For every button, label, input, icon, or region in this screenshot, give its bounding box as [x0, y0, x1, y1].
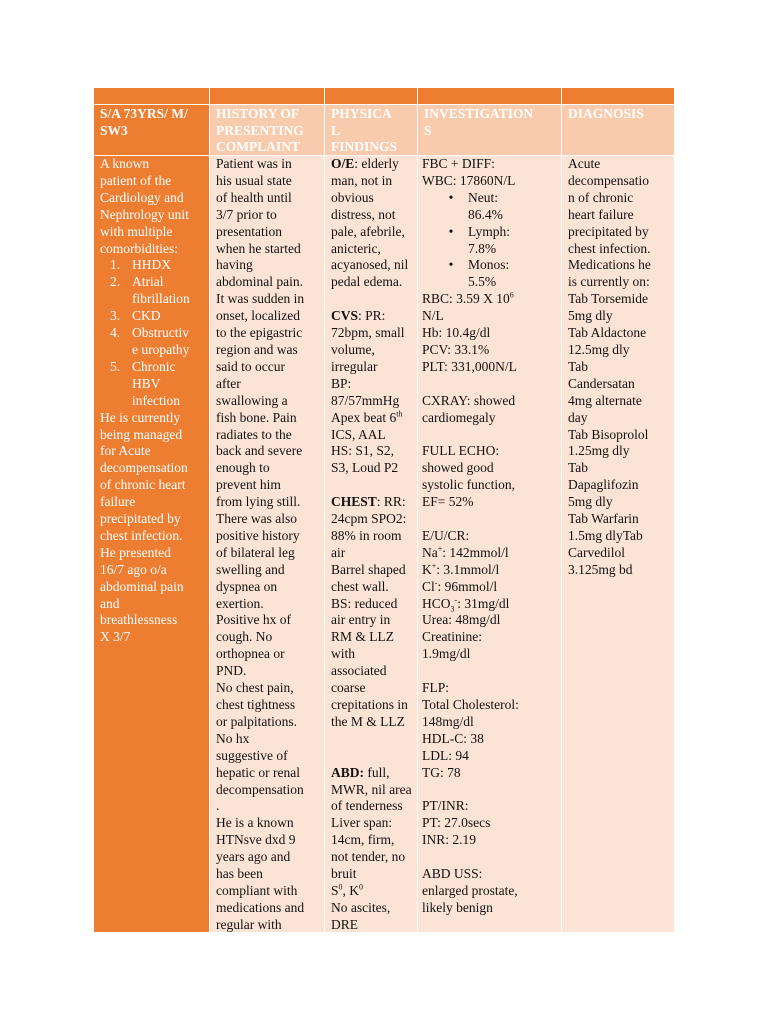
list-text: [132, 325, 189, 359]
text-line: 72bpm, small: [331, 325, 405, 341]
spacer: [331, 291, 413, 308]
text-line: region and was: [216, 341, 298, 357]
text-line: Cl-: 96mmol/l: [422, 578, 498, 594]
text-line: Chronic: [132, 358, 176, 374]
text-line: cardiomegaly: [422, 409, 496, 425]
bullet: •: [448, 223, 454, 239]
text-line: onset, localized: [216, 308, 300, 324]
text-line: pedal edema.: [331, 274, 403, 290]
text-line: prevent him: [216, 477, 281, 493]
spacer: [422, 663, 557, 680]
text-line: X 3/7: [100, 629, 131, 645]
text-line: Lymph:: [468, 223, 511, 239]
text-line: PT: 27.0secs: [422, 815, 491, 831]
text-line: He presented: [100, 544, 171, 560]
text-line: Nephrology unit: [100, 206, 189, 222]
text-line: ABD USS:: [422, 866, 483, 882]
text-line: years ago and: [216, 849, 291, 865]
text-line: Tab: [568, 358, 589, 374]
text-line: crepitations in: [331, 697, 408, 712]
text-line: E/U/CR:: [422, 527, 470, 543]
text-line: after: [216, 375, 241, 391]
cell-investigations: [418, 156, 562, 932]
text-line: INR: 2.19: [422, 832, 476, 848]
text-line: enlarged prostate,: [422, 882, 518, 898]
text-line: irregular: [331, 358, 378, 374]
list-text: [132, 359, 180, 410]
text-line: 5mg dly: [568, 494, 613, 510]
text-line: not tender, no: [331, 849, 406, 865]
text-line: Tab Aldactone: [568, 325, 647, 341]
list-item: [100, 308, 205, 325]
text-line: It was sudden in: [216, 291, 305, 307]
text-line: PT/INR:: [422, 798, 469, 814]
text-line: from lying still.: [216, 494, 301, 510]
header-physical-findings: [325, 105, 418, 155]
text-line: LDL: 94: [422, 747, 469, 763]
text-line: anicteric,: [331, 240, 381, 256]
text-line: precipitated by: [568, 223, 649, 239]
header-history: [210, 105, 325, 155]
list-item: [422, 224, 557, 258]
text-line: Candersatan: [568, 375, 635, 391]
text-line: Tab Bisoprolol: [568, 426, 649, 442]
text-line: fibrillation: [132, 291, 190, 307]
text-line: with: [331, 646, 356, 662]
bullet: •: [448, 257, 454, 273]
text-line: 1.9mg/dl: [422, 646, 471, 662]
text-line: for Acute: [100, 443, 151, 459]
text-line: CVS: PR:: [331, 308, 386, 324]
text-line: WBC: 17860N/L: [422, 172, 516, 188]
text-line: Barrel shaped: [331, 561, 406, 577]
text-line: volume,: [331, 341, 375, 357]
text-line: FLP:: [422, 680, 450, 696]
text-line: N/L: [422, 308, 444, 324]
text-line: of bilateral leg: [216, 544, 295, 560]
text-line: said to occur: [216, 358, 285, 374]
text-line: Patient was in: [216, 156, 292, 171]
list-text: [468, 257, 509, 291]
text-line: Obstructiv: [132, 325, 189, 341]
text-line: 3/7 prior to: [216, 206, 277, 222]
cell-physical-findings: [325, 156, 418, 932]
text-line: Atrial: [132, 274, 164, 290]
text-line: Cardiology and: [100, 189, 184, 205]
section-label: O/E: [331, 156, 355, 171]
spacer: [422, 849, 557, 866]
list-text: [132, 274, 190, 308]
superscript: 0: [359, 882, 364, 892]
section-label: ABD:: [331, 764, 364, 780]
text-line: distress, not: [331, 206, 396, 222]
text-line: No hx: [216, 730, 250, 746]
text-line: is currently on:: [568, 274, 650, 290]
list-text: [468, 190, 503, 224]
text-line: 14cm, firm,: [331, 832, 395, 848]
text-line: HDL-C: 38: [422, 730, 484, 746]
text-line: HHDX: [132, 257, 171, 273]
text-line: patient of the: [100, 172, 172, 188]
text-line: dyspnea on: [216, 578, 278, 594]
text-line: abdominal pain.: [216, 274, 303, 290]
list-text: [132, 257, 171, 274]
text-line: 148mg/dl: [422, 713, 474, 729]
text-line: FULL ECHO:: [422, 443, 500, 459]
text-line: He is a known: [216, 815, 294, 831]
text-line: 5mg dly: [568, 308, 613, 324]
text-line: EF= 52%: [422, 494, 474, 510]
superscript: -: [454, 595, 458, 605]
header-investigations: [418, 105, 562, 155]
text-line: TG: 78: [422, 764, 461, 780]
text-line: or palpitations.: [216, 713, 297, 729]
text-line: PCV: 33.1%: [422, 341, 490, 357]
superscript: 6: [509, 290, 514, 300]
text-line: being managed: [100, 426, 183, 442]
text-line: comorbidities:: [100, 240, 178, 256]
text-line: BS: reduced: [331, 595, 398, 611]
text-line: bruit: [331, 866, 357, 882]
spacer: [422, 376, 557, 393]
text-line: Hb: 10.4g/dl: [422, 325, 491, 341]
text-line: HTNsve dxd 9: [216, 832, 296, 848]
list-item: [100, 257, 205, 274]
clinical-table: [94, 88, 674, 932]
list-item: [422, 257, 557, 291]
header-label: S/A 73YRS/ M/ SW3: [100, 106, 188, 138]
text-line: A known: [100, 156, 150, 171]
text-line: Urea: 48mg/dl: [422, 612, 501, 628]
header-patient: [94, 105, 210, 155]
text-line: No chest pain,: [216, 680, 294, 696]
text-line: 24cpm SPO2:: [331, 511, 407, 527]
text-line: of health until: [216, 189, 292, 205]
text-line: CHEST: RR:: [331, 494, 406, 510]
text-line: ICS, AAL: [331, 426, 386, 442]
text-line: 3.125mg bd: [568, 561, 633, 577]
text-line: chest wall.: [331, 578, 389, 594]
header-label: INVESTIGATION S: [424, 106, 534, 138]
spacer: [422, 427, 557, 444]
text-line: 16/7 ago o/a: [100, 561, 167, 577]
text-line: swelling and: [216, 561, 285, 577]
text-line: Total Cholesterol:: [422, 697, 519, 712]
text-line: breathlessness: [100, 612, 178, 628]
superscript: -: [434, 578, 438, 588]
superscript: 0: [338, 882, 343, 892]
list-item: [100, 359, 205, 410]
text-line: chest infection.: [100, 527, 183, 543]
text-line: likely benign: [422, 899, 493, 915]
text-line: air: [331, 544, 346, 560]
list-item: [100, 274, 205, 308]
text-line: HBV: [132, 375, 161, 391]
text-line: PND.: [216, 663, 247, 679]
text-line: decompensation: [216, 781, 304, 797]
text-line: 87/57mmHg: [331, 392, 400, 408]
header-label: DIAGNOSIS: [568, 106, 644, 121]
text-line: Na+: 142mmol/l: [422, 544, 509, 560]
text-line: Tab Torsemide: [568, 291, 648, 307]
text-line: RBC: 3.59 X $10^6$: [422, 290, 514, 307]
text-line: Tab: [568, 460, 589, 476]
superscript: +: [431, 561, 437, 571]
text-line: the M & LLZ: [331, 713, 405, 729]
text-line: n of chronic: [568, 189, 634, 205]
superscript: th: [396, 409, 403, 419]
text-line: Neut:: [468, 189, 498, 205]
text-line: heart failure: [568, 206, 634, 222]
text-line: chest infection.: [568, 240, 651, 256]
cell-patient-summary: [94, 156, 210, 932]
list-number: 5.: [110, 358, 121, 374]
text-line: abdominal pain: [100, 578, 184, 594]
spacer: [331, 748, 413, 765]
list-number: 3.: [110, 308, 121, 324]
text-line: obvious: [331, 189, 374, 205]
text-line: back and severe: [216, 443, 303, 459]
text-line: air entry in: [331, 612, 391, 628]
spacer: [331, 477, 413, 494]
list-number: 2.: [110, 274, 121, 290]
list-text: [132, 308, 161, 325]
text-line: has been: [216, 866, 263, 882]
text-line: 7.8%: [468, 240, 497, 256]
text-line: of chronic heart: [100, 477, 186, 493]
header-label: PHYSICA L FINDINGS: [331, 106, 398, 154]
differential-list: [422, 190, 557, 291]
text-line: precipitated by: [100, 511, 181, 527]
text-line: CKD: [132, 308, 161, 324]
list-item: [422, 190, 557, 224]
spacer: [331, 731, 413, 748]
text-line: 12.5mg dly: [568, 341, 630, 357]
text-line: presentation: [216, 223, 282, 239]
text-line: radiates to the: [216, 426, 292, 442]
text-line: having: [216, 257, 253, 273]
text-line: day: [568, 409, 588, 425]
text-line: chest tightness: [216, 697, 296, 712]
text-line: O/E: elderly: [331, 156, 399, 171]
text-line: CXRAY: showed: [422, 392, 516, 408]
text-line: decompensation: [100, 460, 188, 476]
text-line: and: [100, 595, 120, 611]
text-line: to the epigastric: [216, 325, 303, 341]
comorbidity-list: [100, 257, 205, 409]
list-item: [100, 325, 205, 359]
header-label: HISTORY OF PRESENTING COMPLAINT: [216, 106, 304, 154]
text-line: BP:: [331, 375, 352, 391]
text-line: coarse: [331, 680, 366, 696]
text-line: ABD: full,: [331, 764, 390, 780]
text-line: of tenderness: [331, 798, 403, 814]
list-text: [468, 224, 510, 258]
text-line: systolic function,: [422, 477, 515, 493]
text-line: Carvedilol: [568, 544, 625, 560]
text-line: Acute: [568, 156, 601, 171]
text-line: compliant with: [216, 882, 298, 898]
text-line: Monos:: [468, 257, 510, 273]
text-line: hepatic or renal: [216, 764, 300, 780]
bullet: •: [448, 189, 454, 205]
text-line: K+: 3.1mmol/l: [422, 561, 500, 577]
text-line: regular with: [216, 916, 282, 932]
text-line: FBC + DIFF:: [422, 156, 495, 171]
text-line: his usual state: [216, 172, 292, 188]
text-line: Tab Warfarin: [568, 511, 639, 527]
text-line: suggestive of: [216, 747, 288, 763]
text-line: 86.4%: [468, 206, 503, 222]
list-number: 4.: [110, 325, 121, 341]
text-line: acyanosed, nil: [331, 257, 409, 273]
section-label: CVS: [331, 308, 359, 324]
text-line: orthopnea or: [216, 646, 285, 662]
text-line: exertion.: [216, 595, 264, 611]
text-line: when he started: [216, 240, 301, 256]
text-line: Apex beat 6th: [331, 409, 403, 425]
text-line: 1.25mg dly: [568, 443, 630, 459]
text-line: 5.5%: [468, 274, 497, 290]
spacer: [422, 511, 557, 528]
text-line: RM & LLZ: [331, 629, 394, 645]
text-line: 88% in room: [331, 527, 402, 543]
text-line: Positive hx of: [216, 612, 292, 628]
text-line: MWR, nil area: [331, 781, 412, 797]
text-line: infection: [132, 392, 180, 408]
text-line: .: [216, 798, 220, 814]
text-line: PLT: 331,000N/L: [422, 358, 517, 374]
text-line: decompensatio: [568, 172, 649, 188]
text-line: positive history: [216, 527, 300, 543]
text-line: Liver span:: [331, 815, 393, 831]
text-line: with multiple: [100, 223, 173, 239]
cell-history: [210, 156, 325, 932]
text-line: enough to: [216, 460, 270, 476]
text-line: man, not in: [331, 172, 393, 188]
text-line: No ascites,: [331, 899, 391, 915]
header-diagnosis: [562, 105, 674, 155]
text-line: swallowing a: [216, 392, 288, 408]
text-line: cough. No: [216, 629, 273, 645]
text-line: $S^0$, $K^0$: [331, 882, 364, 898]
text-line: associated: [331, 663, 387, 679]
superscript: +: [437, 544, 443, 554]
table-top-band: [94, 88, 674, 104]
text-line: e uropathy: [132, 341, 190, 357]
section-label: CHEST: [331, 494, 377, 510]
text-line: $HCO_3^-$: 31mg/dl: [422, 595, 510, 614]
cell-diagnosis: [562, 156, 674, 932]
text-line: pale, afebrile,: [331, 223, 405, 239]
text-line: failure: [100, 494, 136, 510]
text-line: Medications he: [568, 257, 651, 273]
spacer: [422, 782, 557, 799]
text-line: 4mg alternate: [568, 392, 642, 408]
text-line: Dapaglifozin: [568, 477, 639, 493]
text-line: showed good: [422, 460, 494, 476]
text-line: DRE: [331, 916, 358, 932]
text-line: HS: S1, S2,: [331, 443, 395, 459]
text-line: There was also: [216, 511, 297, 527]
text-line: Creatinine:: [422, 629, 482, 645]
subscript: 3: [450, 604, 455, 614]
list-number: 1.: [110, 257, 121, 273]
text-line: fish bone. Pain: [216, 409, 297, 425]
text-line: 1.5mg dlyTab: [568, 527, 643, 543]
text-line: S3, Loud P2: [331, 460, 399, 476]
text-line: medications and: [216, 899, 305, 915]
text-line: He is currently: [100, 409, 181, 425]
